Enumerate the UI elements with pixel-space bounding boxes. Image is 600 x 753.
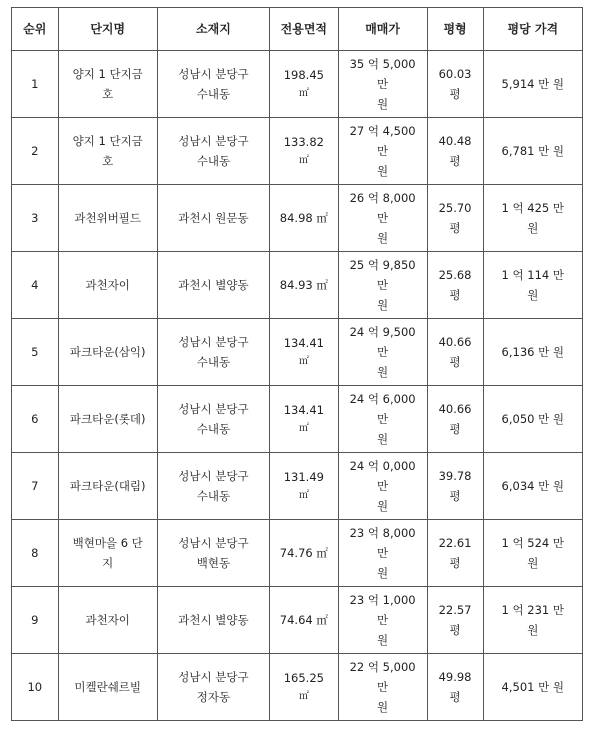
cell-sale-price-line: 27 억 4,500 만 bbox=[349, 124, 416, 158]
table-row bbox=[12, 185, 583, 252]
cell-rank-value: 10 bbox=[27, 680, 43, 694]
cell-pyeong bbox=[427, 654, 483, 721]
cell-location-line: 성남시 분당구 bbox=[178, 67, 249, 81]
table-row bbox=[12, 386, 583, 453]
cell-price-per-pyeong-line: 5,914 만 원 bbox=[501, 77, 564, 91]
cell-location bbox=[157, 319, 269, 386]
cell-sale-price-line: 원 bbox=[377, 97, 389, 111]
cell-area-value: 134.41 bbox=[283, 403, 324, 417]
cell-sale-price-line: 22 억 5,000 만 bbox=[349, 660, 416, 694]
cell-price-per-pyeong-line: 6,034 만 원 bbox=[501, 479, 564, 493]
cell-complex-name bbox=[58, 319, 157, 386]
cell-area bbox=[269, 654, 338, 721]
cell-location-line: 성남시 분당구 bbox=[178, 335, 249, 349]
cell-pyeong bbox=[427, 319, 483, 386]
cell-pyeong-line: 40.48 bbox=[438, 134, 472, 148]
table-row bbox=[12, 319, 583, 386]
cell-area bbox=[269, 185, 338, 252]
cell-complex-name-line: 과천위버필드 bbox=[74, 211, 142, 225]
cell-area bbox=[269, 319, 338, 386]
cell-price-per-pyeong bbox=[483, 118, 582, 185]
cell-sale-price-line: 원 bbox=[377, 432, 389, 446]
cell-complex-name-line: 지 bbox=[102, 556, 114, 570]
cell-sale-price bbox=[338, 319, 427, 386]
cell-price-per-pyeong-line: 4,501 만 원 bbox=[501, 680, 564, 694]
cell-area bbox=[269, 386, 338, 453]
cell-complex-name-line: 백현마을 6 단 bbox=[72, 536, 143, 550]
cell-rank-value: 2 bbox=[31, 144, 39, 158]
cell-sale-price-line: 원 bbox=[377, 298, 389, 312]
cell-rank bbox=[12, 51, 59, 118]
cell-pyeong-line: 39.78 bbox=[438, 469, 472, 483]
cell-complex-name bbox=[58, 453, 157, 520]
cell-price-per-pyeong-line: 원 bbox=[527, 288, 539, 302]
header-sale-price: 매매가 bbox=[338, 8, 427, 51]
cell-pyeong bbox=[427, 520, 483, 587]
cell-area bbox=[269, 587, 338, 654]
cell-pyeong bbox=[427, 118, 483, 185]
cell-price-per-pyeong-line: 원 bbox=[527, 556, 539, 570]
cell-location-line: 수내동 bbox=[196, 489, 231, 503]
table-row bbox=[12, 51, 583, 118]
cell-location bbox=[157, 453, 269, 520]
cell-rank-value: 6 bbox=[31, 412, 39, 426]
cell-rank-value: 3 bbox=[31, 211, 39, 225]
cell-complex-name-line: 과천자이 bbox=[85, 613, 130, 627]
cell-sale-price-line: 24 억 9,500 만 bbox=[349, 325, 416, 359]
cell-location-line: 과천시 별양동 bbox=[178, 278, 249, 292]
cell-location-line: 수내동 bbox=[196, 355, 231, 369]
table-row bbox=[12, 587, 583, 654]
cell-complex-name-line: 미켈란쉐르빌 bbox=[74, 680, 142, 694]
area-unit: ㎡ bbox=[298, 88, 309, 99]
cell-price-per-pyeong bbox=[483, 453, 582, 520]
table-row bbox=[12, 252, 583, 319]
cell-price-per-pyeong-line: 6,136 만 원 bbox=[501, 345, 564, 359]
table-row bbox=[12, 520, 583, 587]
cell-price-per-pyeong-line: 1 억 114 만 bbox=[501, 268, 564, 282]
cell-rank bbox=[12, 520, 59, 587]
cell-sale-price-line: 24 억 6,000 만 bbox=[349, 392, 416, 426]
cell-rank bbox=[12, 118, 59, 185]
cell-price-per-pyeong bbox=[483, 587, 582, 654]
cell-area-value: 133.82 bbox=[283, 135, 324, 149]
cell-complex-name bbox=[58, 386, 157, 453]
cell-rank bbox=[12, 319, 59, 386]
cell-sale-price-line: 35 억 5,000 만 bbox=[349, 57, 416, 91]
cell-location-line: 수내동 bbox=[196, 422, 231, 436]
header-row bbox=[12, 8, 583, 51]
cell-location bbox=[157, 587, 269, 654]
cell-location-line: 수내동 bbox=[196, 154, 231, 168]
cell-rank bbox=[12, 453, 59, 520]
cell-complex-name-line: 호 bbox=[102, 87, 114, 101]
cell-complex-name-line: 파크타운(대림) bbox=[69, 479, 146, 493]
cell-rank bbox=[12, 185, 59, 252]
cell-pyeong bbox=[427, 386, 483, 453]
cell-rank bbox=[12, 587, 59, 654]
table-row bbox=[12, 654, 583, 721]
cell-pyeong-line: 40.66 bbox=[438, 402, 472, 416]
cell-pyeong-line: 49.98 bbox=[438, 670, 472, 684]
cell-price-per-pyeong bbox=[483, 319, 582, 386]
cell-area bbox=[269, 453, 338, 520]
cell-sale-price-line: 원 bbox=[377, 566, 389, 580]
cell-sale-price bbox=[338, 51, 427, 118]
area-unit: ㎡ bbox=[298, 490, 309, 501]
cell-area-value: 74.64 ㎡ bbox=[279, 613, 328, 627]
cell-location-line: 성남시 분당구 bbox=[178, 402, 249, 416]
cell-sale-price-line: 원 bbox=[377, 164, 389, 178]
cell-pyeong bbox=[427, 185, 483, 252]
header-price-per-pyeong: 평당 가격 bbox=[483, 8, 582, 51]
header-complex-name: 단지명 bbox=[58, 8, 157, 51]
cell-pyeong bbox=[427, 252, 483, 319]
area-unit: ㎡ bbox=[298, 423, 309, 434]
cell-location bbox=[157, 118, 269, 185]
cell-sale-price bbox=[338, 453, 427, 520]
cell-pyeong-line: 40.66 bbox=[438, 335, 472, 349]
cell-complex-name-line: 파크타운(삼익) bbox=[69, 345, 146, 359]
cell-price-per-pyeong-line: 원 bbox=[527, 221, 539, 235]
cell-pyeong-line: 평 bbox=[449, 556, 461, 570]
cell-sale-price-line: 24 억 0,000 만 bbox=[349, 459, 416, 493]
cell-area-value: 165.25 bbox=[283, 671, 324, 685]
cell-price-per-pyeong-line: 원 bbox=[527, 623, 539, 637]
cell-pyeong-line: 25.70 bbox=[438, 201, 472, 215]
cell-sale-price bbox=[338, 252, 427, 319]
cell-area-value: 131.49 bbox=[283, 470, 324, 484]
cell-complex-name-line: 양지 1 단지금 bbox=[72, 67, 143, 81]
cell-location bbox=[157, 654, 269, 721]
cell-location bbox=[157, 386, 269, 453]
cell-location-line: 과천시 별양동 bbox=[178, 613, 249, 627]
area-unit: ㎡ bbox=[298, 155, 309, 166]
cell-sale-price-line: 원 bbox=[377, 700, 389, 714]
cell-price-per-pyeong bbox=[483, 520, 582, 587]
cell-pyeong-line: 60.03 bbox=[438, 67, 472, 81]
cell-location-line: 정자동 bbox=[196, 690, 231, 704]
cell-location bbox=[157, 51, 269, 118]
cell-pyeong-line: 22.57 bbox=[438, 603, 472, 617]
cell-sale-price bbox=[338, 185, 427, 252]
cell-complex-name bbox=[58, 520, 157, 587]
cell-complex-name-line: 호 bbox=[102, 154, 114, 168]
cell-sale-price-line: 23 억 1,000 만 bbox=[349, 593, 416, 627]
header-pyeong: 평형 bbox=[427, 8, 483, 51]
header-area: 전용면적 bbox=[269, 8, 338, 51]
cell-pyeong bbox=[427, 51, 483, 118]
cell-rank-value: 9 bbox=[31, 613, 39, 627]
cell-location-line: 성남시 분당구 bbox=[178, 134, 249, 148]
cell-area-value: 74.76 ㎡ bbox=[279, 546, 328, 560]
cell-location-line: 성남시 분당구 bbox=[178, 469, 249, 483]
cell-pyeong-line: 평 bbox=[449, 623, 461, 637]
cell-location bbox=[157, 185, 269, 252]
cell-complex-name bbox=[58, 185, 157, 252]
cell-location-line: 성남시 분당구 bbox=[178, 536, 249, 550]
cell-sale-price-line: 25 억 9,850 만 bbox=[349, 258, 416, 292]
cell-price-per-pyeong bbox=[483, 185, 582, 252]
cell-area-value: 84.98 ㎡ bbox=[279, 211, 328, 225]
cell-area bbox=[269, 520, 338, 587]
cell-complex-name bbox=[58, 587, 157, 654]
cell-sale-price-line: 원 bbox=[377, 633, 389, 647]
cell-price-per-pyeong-line: 6,050 만 원 bbox=[501, 412, 564, 426]
cell-pyeong-line: 평 bbox=[449, 355, 461, 369]
cell-sale-price bbox=[338, 654, 427, 721]
cell-rank-value: 7 bbox=[31, 479, 39, 493]
cell-pyeong-line: 평 bbox=[449, 690, 461, 704]
cell-rank bbox=[12, 252, 59, 319]
cell-rank-value: 1 bbox=[31, 77, 39, 91]
cell-pyeong-line: 평 bbox=[449, 288, 461, 302]
cell-rank bbox=[12, 386, 59, 453]
cell-pyeong bbox=[427, 453, 483, 520]
cell-complex-name-line: 과천자이 bbox=[85, 278, 130, 292]
cell-pyeong-line: 평 bbox=[449, 87, 461, 101]
ranking-table-container bbox=[11, 7, 583, 721]
cell-pyeong bbox=[427, 587, 483, 654]
cell-price-per-pyeong bbox=[483, 51, 582, 118]
cell-pyeong-line: 25.68 bbox=[438, 268, 472, 282]
cell-pyeong-line: 평 bbox=[449, 422, 461, 436]
cell-area-value: 134.41 bbox=[283, 336, 324, 350]
cell-price-per-pyeong bbox=[483, 386, 582, 453]
cell-complex-name-line: 양지 1 단지금 bbox=[72, 134, 143, 148]
cell-complex-name bbox=[58, 118, 157, 185]
area-unit: ㎡ bbox=[298, 356, 309, 367]
cell-rank bbox=[12, 654, 59, 721]
header-location: 소재지 bbox=[157, 8, 269, 51]
cell-sale-price-line: 26 억 8,000 만 bbox=[349, 191, 416, 225]
cell-price-per-pyeong bbox=[483, 252, 582, 319]
cell-complex-name bbox=[58, 654, 157, 721]
cell-sale-price bbox=[338, 386, 427, 453]
header-rank: 순위 bbox=[12, 8, 59, 51]
cell-sale-price bbox=[338, 118, 427, 185]
cell-price-per-pyeong-line: 1 억 425 만 bbox=[501, 201, 564, 215]
cell-pyeong-line: 평 bbox=[449, 154, 461, 168]
cell-pyeong-line: 평 bbox=[449, 221, 461, 235]
cell-price-per-pyeong-line: 1 억 524 만 bbox=[501, 536, 564, 550]
cell-location bbox=[157, 252, 269, 319]
cell-sale-price-line: 원 bbox=[377, 231, 389, 245]
cell-pyeong-line: 22.61 bbox=[438, 536, 472, 550]
cell-complex-name bbox=[58, 51, 157, 118]
cell-rank-value: 4 bbox=[31, 278, 39, 292]
cell-price-per-pyeong bbox=[483, 654, 582, 721]
cell-area bbox=[269, 51, 338, 118]
cell-pyeong-line: 평 bbox=[449, 489, 461, 503]
cell-price-per-pyeong-line: 6,781 만 원 bbox=[501, 144, 564, 158]
cell-area-value: 84.93 ㎡ bbox=[279, 278, 328, 292]
cell-area bbox=[269, 118, 338, 185]
table-row bbox=[12, 453, 583, 520]
cell-rank-value: 5 bbox=[31, 345, 39, 359]
cell-sale-price-line: 원 bbox=[377, 365, 389, 379]
cell-complex-name bbox=[58, 252, 157, 319]
cell-sale-price-line: 23 억 8,000 만 bbox=[349, 526, 416, 560]
cell-area-value: 198.45 bbox=[283, 68, 324, 82]
apartment-price-ranking-table bbox=[11, 7, 583, 721]
cell-location-line: 수내동 bbox=[196, 87, 231, 101]
cell-area bbox=[269, 252, 338, 319]
cell-location bbox=[157, 520, 269, 587]
cell-sale-price-line: 원 bbox=[377, 499, 389, 513]
cell-location-line: 과천시 원문동 bbox=[178, 211, 249, 225]
cell-price-per-pyeong-line: 1 억 231 만 bbox=[501, 603, 564, 617]
cell-rank-value: 8 bbox=[31, 546, 39, 560]
cell-complex-name-line: 파크타운(롯데) bbox=[69, 412, 146, 426]
table-body bbox=[12, 51, 583, 721]
cell-sale-price bbox=[338, 587, 427, 654]
cell-sale-price bbox=[338, 520, 427, 587]
cell-location-line: 성남시 분당구 bbox=[178, 670, 249, 684]
table-row bbox=[12, 118, 583, 185]
area-unit: ㎡ bbox=[298, 691, 309, 702]
cell-location-line: 백현동 bbox=[196, 556, 231, 570]
